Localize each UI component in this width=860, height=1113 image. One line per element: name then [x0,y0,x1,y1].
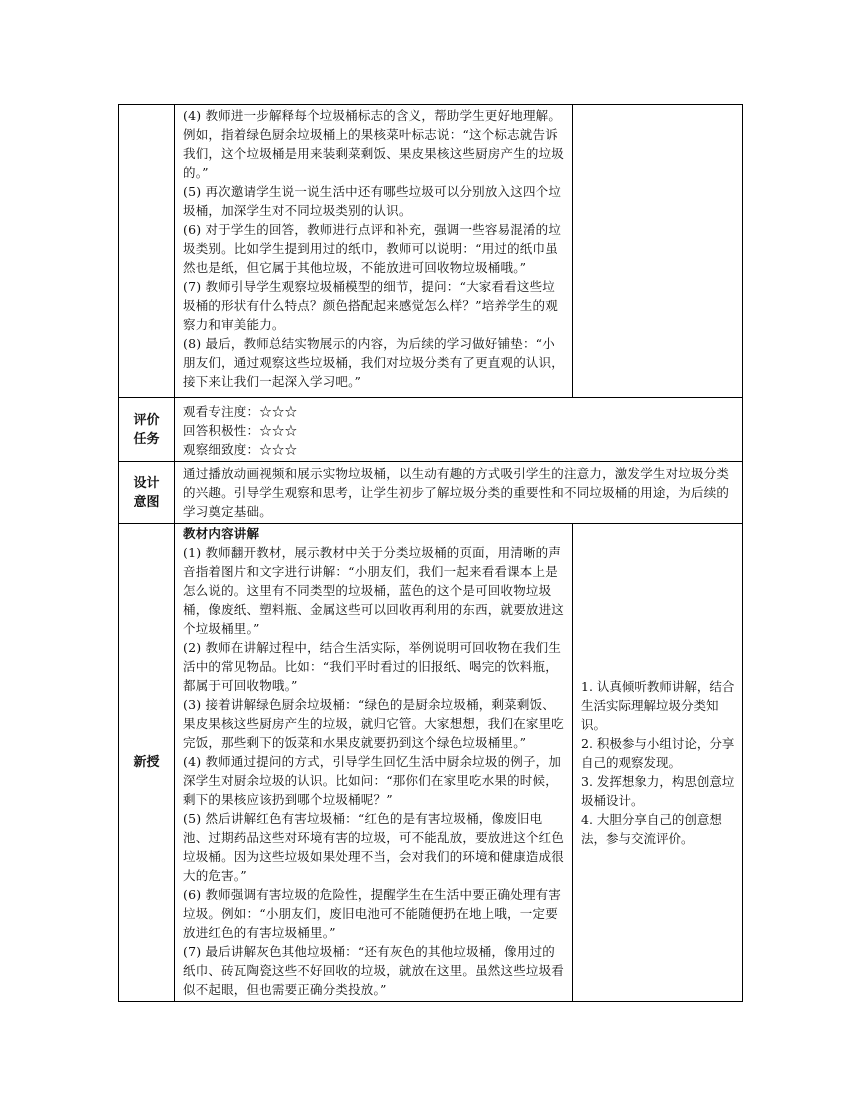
continuation-content [175,105,573,398]
student-activity-item: 2. 积极参与小组讨论，分享自己的观察发现。 [581,736,735,770]
row-continuation [119,105,743,398]
evaluation-label: 评价任务 [119,398,175,462]
evaluation-item: 观看专注度：☆☆☆ [183,404,298,419]
row-new-lesson [119,524,743,1002]
student-activity-item: 4. 大胆分享自己的创意想法，参与交流评价。 [581,812,722,846]
paragraph: (4) 教师进一步解释每个垃圾桶标志的含义，帮助学生更好地理解。例如，指着绿色厨余垃圾桶上的果核菜叶标志说：“这个标志就告诉我们，这个垃圾桶是用来装剩菜剩饭、果皮果核这些厨房产生的垃圾的。” [183,108,565,180]
student-activity-item: 3. 发挥想象力，构思创意垃圾桶设计。 [581,774,735,808]
paragraph: (1) 教师翻开教材，展示教材中关于分类垃圾桶的页面，用清晰的声音指着图片和文字进行讲解：“小朋友们，我们一起来看看课本上是怎么说的。这里有不同类型的垃圾桶，蓝色的这个是可回收物垃圾桶，像废纸、塑料瓶、金属这些可以回收再利用的东西，就要放进这个垃圾桶里。” [183,545,565,636]
paragraph: (4) 教师通过提问的方式，引导学生回忆生活中厨余垃圾的例子，加深学生对厨余垃圾的认识。比如问：“那你们在家里吃水果的时候，剩下的果核应该扔到哪个垃圾桶呢？” [183,754,562,807]
paragraph: (6) 教师强调有害垃圾的危险性，提醒学生在生活中要正确处理有害垃圾。例如：“小朋友们，废旧电池可不能随便扔在地上哦，一定要放进红色的有害垃圾桶里。” [183,887,562,940]
paragraph: (6) 对于学生的回答，教师进行点评和补充，强调一些容易混淆的垃圾类别。比如学生提到用过的纸巾，教师可以说明：“用过的纸巾虽然也是纸，但它属于其他垃圾，不能放进可回收物垃圾桶哦。” [183,222,562,275]
paragraph: (5) 然后讲解红色有害垃圾桶：“红色的是有害垃圾桶，像废旧电池、过期药品这些对环境有害的垃圾，可不能乱放，要放进这个红色垃圾桶。因为这些垃圾如果处理不当，会对我们的环境和健康造成很大的危害。” [183,811,565,883]
paragraph: (2) 教师在讲解过程中，结合生活实际，举例说明可回收物在我们生活中的常见物品。比如：“我们平时看过的旧报纸、喝完的饮料瓶，都属于可回收物哦。” [183,640,562,693]
row-label-empty [119,105,175,398]
row-evaluation [119,398,743,462]
paragraph: (7) 教师引导学生观察垃圾桶模型的细节，提问：“大家看看这些垃圾桶的形状有什么特点？颜色搭配起来感觉怎么样？”培养学生的观察力和审美能力。 [183,279,558,332]
design-intent-content [175,462,743,524]
evaluation-content [175,398,743,462]
paragraph: (5) 再次邀请学生说一说生活中还有哪些垃圾可以分别放入这四个垃圾桶，加深学生对不同垃圾类别的认识。 [183,184,562,218]
section-title: 教材内容讲解 [183,526,260,541]
paragraph: (7) 最后讲解灰色其他垃圾桶：“还有灰色的其他垃圾桶，像用过的纸巾、砖瓦陶瓷这些不好回收的垃圾，就放在这里。虽然这些垃圾看似不起眼，但也需要正确分类投放。” [183,944,565,997]
design-intent-label: 设计意图 [119,462,175,524]
evaluation-item: 回答积极性：☆☆☆ [183,423,298,438]
new-lesson-content [175,524,573,1002]
student-activities [573,524,743,1002]
design-intent-text: 通过播放动画视频和展示实物垃圾桶，以生动有趣的方式吸引学生的注意力，激发学生对垃圾分类的兴趣。引导学生观察和思考，让学生初步了解垃圾分类的重要性和不同垃圾桶的用途，为后续的学习奠定基础。 [183,466,730,519]
student-activity-item: 1. 认真倾听教师讲解，结合生活实际理解垃圾分类知识。 [581,679,735,732]
paragraph: (3) 接着讲解绿色厨余垃圾桶：“绿色的是厨余垃圾桶，剩菜剩饭、果皮果核这些厨房产生的垃圾，就归它管。大家想想，我们在家里吃完饭，那些剩下的饭菜和水果皮就要扔到这个绿色垃圾桶里。” [183,697,565,750]
continuation-side-empty [573,105,743,398]
lesson-plan-table [118,104,743,1002]
evaluation-item: 观察细致度：☆☆☆ [183,442,298,457]
row-design-intent [119,462,743,524]
paragraph: (8) 最后，教师总结实物展示的内容，为后续的学习做好铺垫：“小朋友们，通过观察这些垃圾桶，我们对垃圾分类有了更直观的认识，接下来让我们一起深入学习吧。” [183,336,565,389]
new-lesson-label: 新授 [119,524,175,1002]
